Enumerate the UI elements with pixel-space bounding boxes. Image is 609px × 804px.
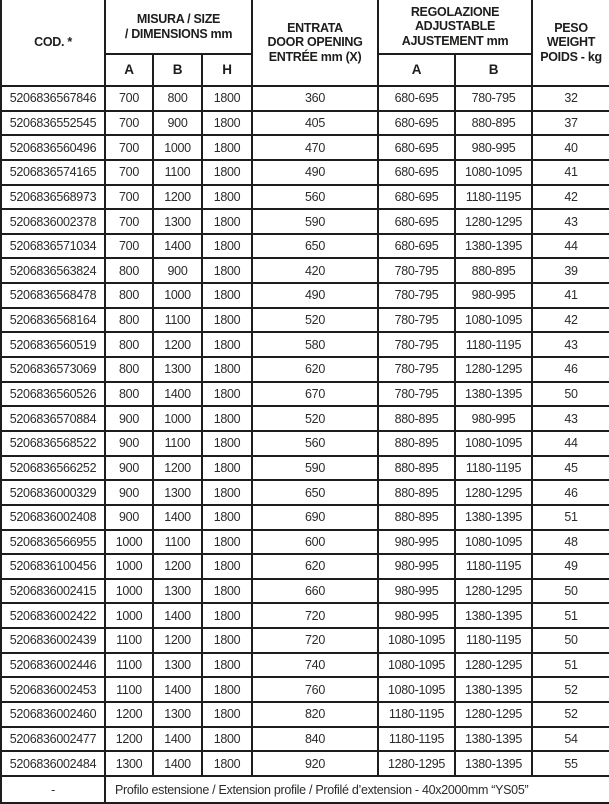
header-opening-line2: DOOR OPENING — [267, 35, 363, 50]
adjust-b-cell: 1180-1195 — [455, 628, 532, 653]
table-row — [1, 727, 609, 752]
door-opening-cell: 670 — [252, 382, 378, 407]
table-row — [1, 677, 609, 702]
weight-cell: 43 — [532, 209, 609, 234]
adjust-a-cell: 680-695 — [378, 135, 455, 160]
door-opening-cell: 490 — [252, 160, 378, 185]
adjust-b-cell: 980-995 — [455, 283, 532, 308]
door-opening-cell: 560 — [252, 185, 378, 210]
adjust-b-cell: 780-795 — [455, 86, 532, 111]
door-opening-cell: 840 — [252, 727, 378, 752]
dim-b-cell: 1200 — [153, 332, 202, 357]
dim-a-cell: 700 — [105, 135, 153, 160]
weight-cell: 54 — [532, 727, 609, 752]
adjust-b-cell: 1280-1295 — [455, 357, 532, 382]
adjust-a-cell: 780-795 — [378, 357, 455, 382]
weight-cell: 42 — [532, 308, 609, 333]
door-opening-cell: 600 — [252, 530, 378, 555]
dim-a-cell: 800 — [105, 283, 153, 308]
dim-b-cell: 1400 — [153, 603, 202, 628]
table-row — [1, 332, 609, 357]
dim-b-cell: 1100 — [153, 160, 202, 185]
code-cell: 5206836568522 — [1, 431, 105, 456]
dim-h-cell: 1800 — [202, 234, 252, 259]
door-opening-cell: 620 — [252, 554, 378, 579]
dim-b-cell: 1400 — [153, 505, 202, 530]
dim-h-cell: 1800 — [202, 579, 252, 604]
adjust-b-cell: 880-895 — [455, 111, 532, 136]
adjust-a-cell: 680-695 — [378, 160, 455, 185]
weight-cell: 41 — [532, 160, 609, 185]
code-cell: 5206836568973 — [1, 185, 105, 210]
dim-a-cell: 900 — [105, 406, 153, 431]
dim-h-cell: 1800 — [202, 382, 252, 407]
dim-h-cell: 1800 — [202, 308, 252, 333]
adjust-a-cell: 980-995 — [378, 554, 455, 579]
dim-b-cell: 1100 — [153, 431, 202, 456]
dim-h-cell: 1800 — [202, 727, 252, 752]
door-opening-cell: 740 — [252, 653, 378, 678]
header-adjust-line1: REGOLAZIONE — [410, 4, 500, 19]
adjust-a-cell: 980-995 — [378, 603, 455, 628]
dim-a-cell: 1000 — [105, 579, 153, 604]
adjust-a-cell: 680-695 — [378, 111, 455, 136]
weight-cell: 43 — [532, 406, 609, 431]
dim-a-cell: 1100 — [105, 628, 153, 653]
dim-b-cell: 1400 — [153, 751, 202, 776]
code-cell: 5206836002408 — [1, 505, 105, 530]
weight-cell: 42 — [532, 185, 609, 210]
code-cell: 5206836552545 — [1, 111, 105, 136]
door-opening-cell: 490 — [252, 283, 378, 308]
table-row — [1, 554, 609, 579]
subheader-dim-b: B — [153, 54, 202, 86]
dim-h-cell: 1800 — [202, 283, 252, 308]
table-row — [1, 480, 609, 505]
dim-a-cell: 800 — [105, 382, 153, 407]
dim-a-cell: 700 — [105, 209, 153, 234]
adjust-a-cell: 1080-1095 — [378, 628, 455, 653]
header-door-opening — [252, 0, 378, 86]
adjust-a-cell: 880-895 — [378, 505, 455, 530]
adjust-b-cell: 1080-1095 — [455, 160, 532, 185]
table-row — [1, 456, 609, 481]
dim-a-cell: 800 — [105, 258, 153, 283]
weight-cell: 49 — [532, 554, 609, 579]
dim-h-cell: 1800 — [202, 480, 252, 505]
weight-cell: 46 — [532, 480, 609, 505]
dim-h-cell: 1800 — [202, 209, 252, 234]
code-cell: 5206836002460 — [1, 702, 105, 727]
adjust-a-cell: 1280-1295 — [378, 751, 455, 776]
dim-h-cell: 1800 — [202, 505, 252, 530]
adjust-a-cell: 680-695 — [378, 86, 455, 111]
table-row — [1, 579, 609, 604]
table-row — [1, 135, 609, 160]
dim-b-cell: 1200 — [153, 456, 202, 481]
adjust-a-cell: 780-795 — [378, 283, 455, 308]
dim-b-cell: 1300 — [153, 653, 202, 678]
adjust-b-cell: 1280-1295 — [455, 653, 532, 678]
code-cell: 5206836002415 — [1, 579, 105, 604]
dim-b-cell: 1300 — [153, 357, 202, 382]
adjust-a-cell: 880-895 — [378, 480, 455, 505]
subheader-dim-a: A — [105, 54, 153, 86]
dim-a-cell: 1100 — [105, 677, 153, 702]
dim-a-cell: 900 — [105, 505, 153, 530]
header-adjust-line2: ADJUSTABLE — [414, 19, 496, 34]
dim-b-cell: 1000 — [153, 406, 202, 431]
adjust-b-cell: 1380-1395 — [455, 727, 532, 752]
table-row — [1, 406, 609, 431]
dim-b-cell: 1200 — [153, 628, 202, 653]
door-opening-cell: 920 — [252, 751, 378, 776]
table-header — [1, 0, 609, 86]
table-row — [1, 653, 609, 678]
door-opening-cell: 820 — [252, 702, 378, 727]
adjust-b-cell: 1180-1195 — [455, 332, 532, 357]
door-opening-cell: 520 — [252, 308, 378, 333]
dim-a-cell: 700 — [105, 111, 153, 136]
adjust-a-cell: 980-995 — [378, 530, 455, 555]
footer-row — [1, 776, 609, 803]
dim-h-cell: 1800 — [202, 357, 252, 382]
weight-cell: 44 — [532, 431, 609, 456]
adjust-a-cell: 780-795 — [378, 258, 455, 283]
dim-a-cell: 1200 — [105, 702, 153, 727]
dim-a-cell: 900 — [105, 456, 153, 481]
door-opening-cell: 650 — [252, 234, 378, 259]
dim-h-cell: 1800 — [202, 653, 252, 678]
dim-b-cell: 1300 — [153, 209, 202, 234]
adjust-a-cell: 780-795 — [378, 332, 455, 357]
header-weight-line2: WEIGHT — [546, 35, 596, 50]
table-row — [1, 751, 609, 776]
adjust-a-cell: 880-895 — [378, 431, 455, 456]
dim-b-cell: 1100 — [153, 530, 202, 555]
dim-b-cell: 1000 — [153, 283, 202, 308]
dim-a-cell: 1000 — [105, 554, 153, 579]
dim-a-cell: 800 — [105, 357, 153, 382]
adjust-a-cell: 780-795 — [378, 308, 455, 333]
dim-h-cell: 1800 — [202, 628, 252, 653]
dim-a-cell: 1200 — [105, 727, 153, 752]
dim-h-cell: 1800 — [202, 185, 252, 210]
table-row — [1, 530, 609, 555]
weight-cell: 51 — [532, 653, 609, 678]
table-footer — [1, 776, 609, 803]
code-cell: 5206836002484 — [1, 751, 105, 776]
code-cell: 5206836002422 — [1, 603, 105, 628]
adjust-b-cell: 1180-1195 — [455, 456, 532, 481]
header-weight-line1: PESO — [554, 20, 588, 35]
adjust-a-cell: 680-695 — [378, 209, 455, 234]
weight-cell: 50 — [532, 579, 609, 604]
dim-b-cell: 1300 — [153, 480, 202, 505]
footer-dash: - — [1, 776, 105, 803]
door-opening-cell: 760 — [252, 677, 378, 702]
dim-b-cell: 800 — [153, 86, 202, 111]
code-cell: 5206836100456 — [1, 554, 105, 579]
dim-b-cell: 1200 — [153, 185, 202, 210]
door-opening-cell: 470 — [252, 135, 378, 160]
adjust-b-cell: 1280-1295 — [455, 209, 532, 234]
header-weight-line3: POIDS - kg — [540, 49, 602, 64]
code-cell: 5206836560519 — [1, 332, 105, 357]
door-opening-cell: 360 — [252, 86, 378, 111]
code-cell: 5206836568478 — [1, 283, 105, 308]
dim-a-cell: 700 — [105, 160, 153, 185]
table-row — [1, 431, 609, 456]
weight-cell: 32 — [532, 86, 609, 111]
dim-b-cell: 1400 — [153, 234, 202, 259]
dim-a-cell: 800 — [105, 308, 153, 333]
adjust-b-cell: 1380-1395 — [455, 382, 532, 407]
subheader-adjust-b: B — [455, 54, 532, 86]
door-opening-cell: 590 — [252, 209, 378, 234]
adjust-b-cell: 1380-1395 — [455, 677, 532, 702]
code-cell: 5206836566955 — [1, 530, 105, 555]
dim-a-cell: 1000 — [105, 603, 153, 628]
subheader-adjust-a: A — [378, 54, 455, 86]
footer-note: Profilo estensione / Extension profile / Profilé d’extension - 40x2000mm “YS05” — [105, 776, 609, 803]
weight-cell: 41 — [532, 283, 609, 308]
code-cell: 5206836566252 — [1, 456, 105, 481]
adjust-b-cell: 1280-1295 — [455, 579, 532, 604]
table-row — [1, 209, 609, 234]
door-opening-cell: 690 — [252, 505, 378, 530]
code-cell: 5206836573069 — [1, 357, 105, 382]
code-cell: 5206836574165 — [1, 160, 105, 185]
dim-b-cell: 1000 — [153, 135, 202, 160]
dim-h-cell: 1800 — [202, 160, 252, 185]
door-opening-cell: 720 — [252, 603, 378, 628]
table-body — [1, 86, 609, 776]
dim-b-cell: 1400 — [153, 382, 202, 407]
code-cell: 5206836002439 — [1, 628, 105, 653]
dim-b-cell: 1300 — [153, 702, 202, 727]
dim-h-cell: 1800 — [202, 751, 252, 776]
table-row — [1, 185, 609, 210]
adjust-a-cell: 1180-1195 — [378, 702, 455, 727]
table-row — [1, 505, 609, 530]
header-adjust-group — [378, 0, 532, 54]
table-row — [1, 628, 609, 653]
dim-h-cell: 1800 — [202, 677, 252, 702]
adjust-b-cell: 980-995 — [455, 406, 532, 431]
adjust-b-cell: 1280-1295 — [455, 480, 532, 505]
dim-h-cell: 1800 — [202, 86, 252, 111]
dim-h-cell: 1800 — [202, 702, 252, 727]
dim-h-cell: 1800 — [202, 554, 252, 579]
code-cell: 5206836563824 — [1, 258, 105, 283]
adjust-a-cell: 1080-1095 — [378, 677, 455, 702]
dim-h-cell: 1800 — [202, 603, 252, 628]
adjust-a-cell: 980-995 — [378, 579, 455, 604]
dim-a-cell: 700 — [105, 185, 153, 210]
dim-a-cell: 1000 — [105, 530, 153, 555]
door-opening-cell: 520 — [252, 406, 378, 431]
adjust-b-cell: 880-895 — [455, 258, 532, 283]
table-row — [1, 234, 609, 259]
adjust-a-cell: 1080-1095 — [378, 653, 455, 678]
table-row — [1, 283, 609, 308]
door-opening-cell: 420 — [252, 258, 378, 283]
weight-cell: 45 — [532, 456, 609, 481]
adjust-a-cell: 680-695 — [378, 234, 455, 259]
header-size-group — [105, 0, 252, 54]
weight-cell: 51 — [532, 603, 609, 628]
dim-a-cell: 900 — [105, 480, 153, 505]
adjust-b-cell: 1080-1095 — [455, 530, 532, 555]
dim-a-cell: 900 — [105, 431, 153, 456]
weight-cell: 48 — [532, 530, 609, 555]
adjust-b-cell: 1280-1295 — [455, 702, 532, 727]
dim-h-cell: 1800 — [202, 406, 252, 431]
adjust-b-cell: 1380-1395 — [455, 751, 532, 776]
header-opening-line3: ENTRÉE mm (X) — [268, 49, 362, 64]
table-row — [1, 308, 609, 333]
code-cell: 5206836002446 — [1, 653, 105, 678]
dim-h-cell: 1800 — [202, 258, 252, 283]
code-cell: 5206836570884 — [1, 406, 105, 431]
adjust-b-cell: 980-995 — [455, 135, 532, 160]
adjust-b-cell: 1380-1395 — [455, 505, 532, 530]
weight-cell: 46 — [532, 357, 609, 382]
subheader-dim-h: H — [202, 54, 252, 86]
adjust-a-cell: 880-895 — [378, 406, 455, 431]
weight-cell: 43 — [532, 332, 609, 357]
door-opening-cell: 620 — [252, 357, 378, 382]
code-cell: 5206836571034 — [1, 234, 105, 259]
code-cell: 5206836568164 — [1, 308, 105, 333]
dim-h-cell: 1800 — [202, 431, 252, 456]
adjust-a-cell: 1180-1195 — [378, 727, 455, 752]
table-row — [1, 160, 609, 185]
dim-b-cell: 1200 — [153, 554, 202, 579]
header-weight — [532, 0, 609, 86]
weight-cell: 52 — [532, 702, 609, 727]
table-row — [1, 258, 609, 283]
dim-h-cell: 1800 — [202, 456, 252, 481]
dim-b-cell: 1100 — [153, 308, 202, 333]
dim-a-cell: 1100 — [105, 653, 153, 678]
dim-a-cell: 800 — [105, 332, 153, 357]
code-cell: 5206836567846 — [1, 86, 105, 111]
weight-cell: 37 — [532, 111, 609, 136]
door-opening-cell: 650 — [252, 480, 378, 505]
code-cell: 5206836002477 — [1, 727, 105, 752]
adjust-b-cell: 1380-1395 — [455, 603, 532, 628]
table-row — [1, 702, 609, 727]
weight-cell: 44 — [532, 234, 609, 259]
weight-cell: 50 — [532, 382, 609, 407]
header-cod: COD. * — [1, 0, 105, 86]
code-cell: 5206836002378 — [1, 209, 105, 234]
adjust-b-cell: 1080-1095 — [455, 308, 532, 333]
code-cell: 5206836560496 — [1, 135, 105, 160]
dim-h-cell: 1800 — [202, 332, 252, 357]
table-row — [1, 603, 609, 628]
adjust-a-cell: 680-695 — [378, 185, 455, 210]
table-row — [1, 86, 609, 111]
table-row — [1, 357, 609, 382]
header-size-line1: MISURA / SIZE — [136, 12, 221, 27]
door-opening-cell: 560 — [252, 431, 378, 456]
weight-cell: 50 — [532, 628, 609, 653]
dim-h-cell: 1800 — [202, 530, 252, 555]
weight-cell: 52 — [532, 677, 609, 702]
dim-h-cell: 1800 — [202, 135, 252, 160]
dim-b-cell: 900 — [153, 111, 202, 136]
door-opening-cell: 720 — [252, 628, 378, 653]
adjust-a-cell: 780-795 — [378, 382, 455, 407]
code-cell: 5206836560526 — [1, 382, 105, 407]
dim-a-cell: 700 — [105, 86, 153, 111]
weight-cell: 40 — [532, 135, 609, 160]
weight-cell: 51 — [532, 505, 609, 530]
dim-b-cell: 1400 — [153, 677, 202, 702]
dim-b-cell: 900 — [153, 258, 202, 283]
header-size-line2: / DIMENSIONS mm — [124, 26, 233, 41]
dim-h-cell: 1800 — [202, 111, 252, 136]
weight-cell: 39 — [532, 258, 609, 283]
dim-b-cell: 1400 — [153, 727, 202, 752]
adjust-b-cell: 1180-1195 — [455, 185, 532, 210]
door-opening-cell: 405 — [252, 111, 378, 136]
dim-b-cell: 1300 — [153, 579, 202, 604]
table-row — [1, 111, 609, 136]
adjust-b-cell: 1380-1395 — [455, 234, 532, 259]
header-adjust-line3: AJUSTEMENT mm — [401, 33, 509, 48]
door-opening-cell: 660 — [252, 579, 378, 604]
header-opening-line1: ENTRATA — [287, 20, 343, 35]
adjust-a-cell: 880-895 — [378, 456, 455, 481]
dim-a-cell: 700 — [105, 234, 153, 259]
code-cell: 5206836002453 — [1, 677, 105, 702]
adjust-b-cell: 1180-1195 — [455, 554, 532, 579]
code-cell: 5206836000329 — [1, 480, 105, 505]
table-row — [1, 382, 609, 407]
door-opening-cell: 580 — [252, 332, 378, 357]
door-opening-cell: 590 — [252, 456, 378, 481]
adjust-b-cell: 1080-1095 — [455, 431, 532, 456]
dim-a-cell: 1300 — [105, 751, 153, 776]
weight-cell: 55 — [532, 751, 609, 776]
